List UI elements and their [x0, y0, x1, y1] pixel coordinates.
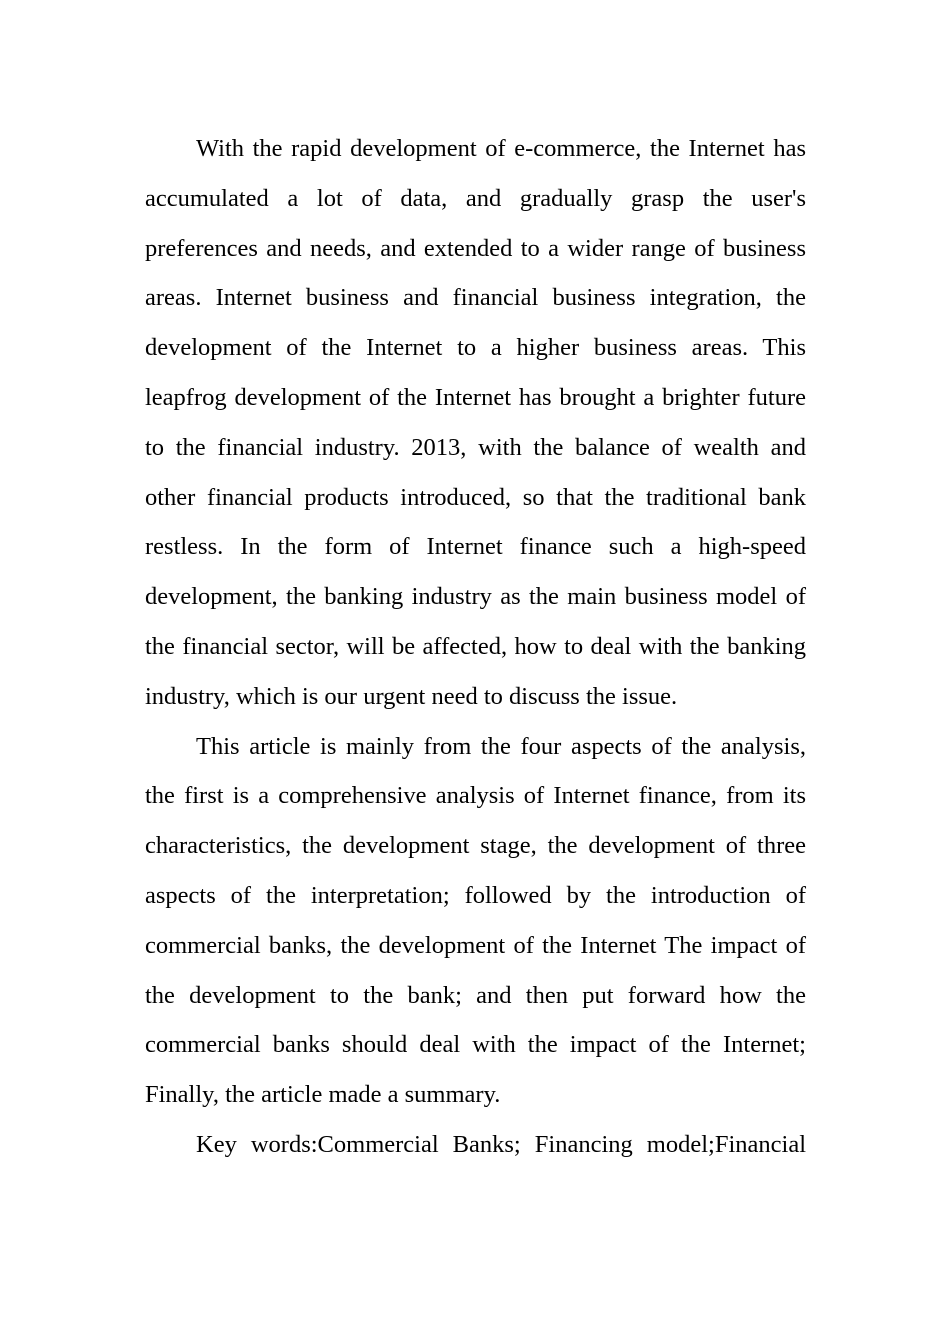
abstract-paragraph-2: This article is mainly from the four aspects of the analysis, the first is a comprehensive analysis of Internet finance, from its characteristics, the development stage, the development of three aspects of the interpretation; followed by the introduction of commercial banks, the development of the Internet The impact of the development to the bank; and then put forward how the commercial banks should deal with the impact of the Internet; Finally, the article made a summary. — [145, 732, 806, 1109]
abstract-paragraph-1: With the rapid development of e-commerce, the Internet has accumulated a lot of data, and gradually grasp the user's preferences and needs, and extended to a wider range of business areas. Internet business and financial business integration, the development of the Internet to a higher business areas. This leapfrog development of the Internet has brought a brighter future to the financial industry. 2013, with the balance of wealth and other financial products introduced, so that the traditional bank restless. In the form of Internet finance such a high-speed development, the banking industry as the main business model of the financial sector, will be affected, how to deal with the banking industry, which is our urgent need to discuss the issue. — [145, 135, 806, 710]
abstract-body — [145, 124, 806, 1170]
keywords-line: Key words:Commercial Banks; Financing model;Financial — [196, 1130, 806, 1158]
